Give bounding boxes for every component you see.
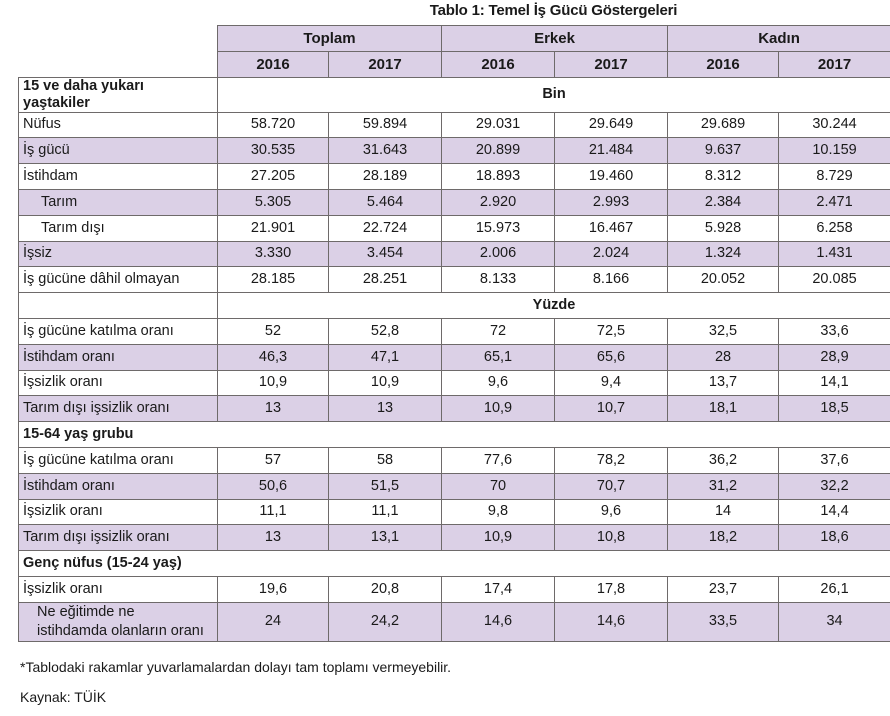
section-unit: Yüzde: [218, 293, 890, 319]
table-row: [19, 164, 890, 190]
year-header: 2016: [668, 51, 779, 77]
table-cell: 47,1: [329, 344, 442, 370]
table-cell: 20.085: [779, 267, 890, 293]
table-cell: 20,8: [329, 576, 442, 602]
section-header-row: [19, 422, 890, 448]
row-label-line: Ne eğitimde ne: [37, 603, 135, 620]
table-cell: 18,2: [668, 525, 779, 551]
table-cell: 14,4: [779, 499, 890, 525]
table-cell: 9,4: [555, 370, 668, 396]
section-label: Genç nüfus (15-24 yaş): [19, 551, 890, 577]
table-cell: 13: [218, 396, 329, 422]
table-cell: 9.637: [668, 138, 779, 164]
table-cell: 16.467: [555, 215, 668, 241]
labor-indicators-table: [18, 25, 890, 642]
table-cell: 22.724: [329, 215, 442, 241]
table-row: [19, 241, 890, 267]
section-header-row: [19, 77, 890, 112]
group-header-toplam: Toplam: [218, 26, 442, 52]
table-cell: 10,9: [442, 396, 555, 422]
table-cell: 10,9: [218, 370, 329, 396]
table-cell: 27.205: [218, 164, 329, 190]
table-cell: 1.431: [779, 241, 890, 267]
table-cell: 28,9: [779, 344, 890, 370]
table-cell: 2.384: [668, 189, 779, 215]
row-label: Tarım dışı işsizlik oranı: [19, 525, 218, 551]
section-label: 15 ve daha yukarı yaştakiler: [19, 77, 218, 112]
table-cell: 19.460: [555, 164, 668, 190]
table-cell: 50,6: [218, 473, 329, 499]
table-cell: 19,6: [218, 576, 329, 602]
table-cell: 9,8: [442, 499, 555, 525]
table-cell: 18,1: [668, 396, 779, 422]
table-row: [19, 499, 890, 525]
table-cell: 14,1: [779, 370, 890, 396]
row-label: Tarım dışı işsizlik oranı: [19, 396, 218, 422]
table-row: [19, 602, 890, 641]
table-cell: 13: [329, 396, 442, 422]
table-cell: 18,5: [779, 396, 890, 422]
group-header-row: [19, 26, 890, 52]
table-cell: 26,1: [779, 576, 890, 602]
table-cell: 5.464: [329, 189, 442, 215]
table-row: [19, 267, 890, 293]
table-cell: 24,2: [329, 602, 442, 641]
row-label: İstihdam oranı: [19, 473, 218, 499]
table-row: [19, 396, 890, 422]
table-cell: 23,7: [668, 576, 779, 602]
table-cell: 14,6: [555, 602, 668, 641]
year-header: 2017: [555, 51, 668, 77]
table-cell: 58: [329, 447, 442, 473]
year-header: 2017: [329, 51, 442, 77]
table-cell: 10,8: [555, 525, 668, 551]
table-cell: 13: [218, 525, 329, 551]
table-row: [19, 447, 890, 473]
table-cell: 15.973: [442, 215, 555, 241]
table-cell: 8.729: [779, 164, 890, 190]
table-cell: 18,6: [779, 525, 890, 551]
table-cell: 2.024: [555, 241, 668, 267]
table-cell: 32,5: [668, 318, 779, 344]
row-label: İşsizlik oranı: [19, 499, 218, 525]
section-header-row: [19, 551, 890, 577]
table-row: [19, 138, 890, 164]
row-label: İş gücüne katılma oranı: [19, 447, 218, 473]
table-cell: 34: [779, 602, 890, 641]
table-cell: 36,2: [668, 447, 779, 473]
row-label: İşsizlik oranı: [19, 576, 218, 602]
table-row: [19, 112, 890, 138]
table-cell: 14: [668, 499, 779, 525]
table-cell: 21.901: [218, 215, 329, 241]
table-cell: 65,6: [555, 344, 668, 370]
footnote: *Tablodaki rakamlar yuvarlamalardan dolayı tam toplamı vermeyebilir.: [20, 659, 452, 675]
section-label: 15-64 yaş grubu: [19, 422, 890, 448]
table-cell: 9,6: [442, 370, 555, 396]
table-cell: 8.312: [668, 164, 779, 190]
table-cell: 2.993: [555, 189, 668, 215]
table-cell: 30.244: [779, 112, 890, 138]
table-cell: 33,6: [779, 318, 890, 344]
table-row: [19, 215, 890, 241]
table-cell: 8.133: [442, 267, 555, 293]
table-cell: 32,2: [779, 473, 890, 499]
year-header: 2016: [218, 51, 329, 77]
table-cell: 18.893: [442, 164, 555, 190]
table-cell: 28.251: [329, 267, 442, 293]
table-cell: 70,7: [555, 473, 668, 499]
table-cell: 14,6: [442, 602, 555, 641]
section-header-row: [19, 293, 890, 319]
table-row: [19, 473, 890, 499]
table-cell: 78,2: [555, 447, 668, 473]
table-cell: 10.159: [779, 138, 890, 164]
table-cell: 58.720: [218, 112, 329, 138]
table-cell: 21.484: [555, 138, 668, 164]
row-label: İş gücü: [19, 138, 218, 164]
table-cell: 46,3: [218, 344, 329, 370]
table-cell: 77,6: [442, 447, 555, 473]
table-cell: 28.185: [218, 267, 329, 293]
table-cell: 10,9: [329, 370, 442, 396]
table-cell: 11,1: [329, 499, 442, 525]
table-cell: 52,8: [329, 318, 442, 344]
table-row: [19, 370, 890, 396]
year-header: 2017: [779, 51, 890, 77]
table-cell: 13,1: [329, 525, 442, 551]
row-label: İş gücüne dâhil olmayan: [19, 267, 218, 293]
table-cell: 52: [218, 318, 329, 344]
table-cell: 2.920: [442, 189, 555, 215]
table-cell: 65,1: [442, 344, 555, 370]
row-label: İşsizlik oranı: [19, 370, 218, 396]
table-cell: 17,4: [442, 576, 555, 602]
table-cell: 8.166: [555, 267, 668, 293]
row-label: İstihdam: [19, 164, 218, 190]
table-cell: 37,6: [779, 447, 890, 473]
table-row: [19, 576, 890, 602]
row-label: İstihdam oranı: [19, 344, 218, 370]
table-cell: 29.649: [555, 112, 668, 138]
source-note: Kaynak: TÜİK: [20, 689, 107, 705]
table-cell: 5.305: [218, 189, 329, 215]
table-cell: 33,5: [668, 602, 779, 641]
table-cell: 51,5: [329, 473, 442, 499]
table-cell: 3.454: [329, 241, 442, 267]
row-label: İş gücüne katılma oranı: [19, 318, 218, 344]
table-row: [19, 189, 890, 215]
table-cell: 70: [442, 473, 555, 499]
table-cell: 29.031: [442, 112, 555, 138]
table-cell: 1.324: [668, 241, 779, 267]
table-cell: 28: [668, 344, 779, 370]
table-cell: 5.928: [668, 215, 779, 241]
table-cell: 29.689: [668, 112, 779, 138]
row-label: Tarım: [19, 189, 218, 215]
group-header-erkek: Erkek: [442, 26, 668, 52]
table-cell: 20.052: [668, 267, 779, 293]
row-label: Nüfus: [19, 112, 218, 138]
table-cell: 13,7: [668, 370, 779, 396]
table-cell: 6.258: [779, 215, 890, 241]
table-cell: 10,9: [442, 525, 555, 551]
row-label: [19, 602, 218, 641]
table-row: [19, 318, 890, 344]
table-cell: 10,7: [555, 396, 668, 422]
table-cell: 72,5: [555, 318, 668, 344]
section-label: [19, 293, 218, 319]
row-label-line: istihdamda olanların oranı: [37, 622, 204, 639]
year-header-row: [19, 51, 890, 77]
group-header-kadin: Kadın: [668, 26, 890, 52]
row-label: Tarım dışı: [19, 215, 218, 241]
table-cell: 9,6: [555, 499, 668, 525]
table-cell: 24: [218, 602, 329, 641]
table-cell: 20.899: [442, 138, 555, 164]
table-cell: 59.894: [329, 112, 442, 138]
section-unit: Bin: [218, 77, 890, 112]
table-cell: 2.471: [779, 189, 890, 215]
table-cell: 31.643: [329, 138, 442, 164]
table-cell: 30.535: [218, 138, 329, 164]
table-cell: 17,8: [555, 576, 668, 602]
table-row: [19, 525, 890, 551]
table-title: Tablo 1: Temel İş Gücü Göstergeleri: [429, 2, 678, 19]
year-header: 2016: [442, 51, 555, 77]
table-cell: 28.189: [329, 164, 442, 190]
table-cell: 57: [218, 447, 329, 473]
table-cell: 11,1: [218, 499, 329, 525]
row-label: İşsiz: [19, 241, 218, 267]
table-cell: 2.006: [442, 241, 555, 267]
table-cell: 72: [442, 318, 555, 344]
table-cell: 3.330: [218, 241, 329, 267]
table-cell: 31,2: [668, 473, 779, 499]
table-row: [19, 344, 890, 370]
